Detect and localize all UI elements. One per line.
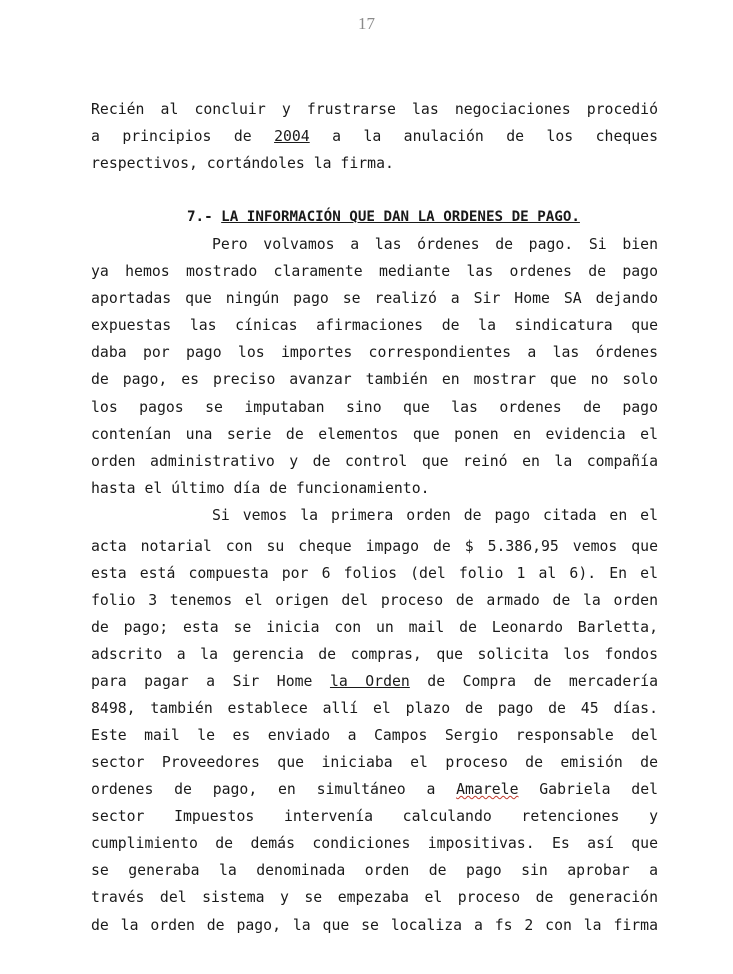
text-line: sector Proveedores que iniciaba el proceso de emisión de <box>91 754 658 771</box>
text-line: Si vemos la primera orden de pago citada en el <box>212 507 658 524</box>
text-line: acta notarial con su cheque impago de $ 5.386,95 vemos que <box>91 538 658 555</box>
text-line: se generaba la denominada orden de pago sin aprobar a <box>91 862 658 879</box>
marked-word: la Orden <box>329 673 410 690</box>
text-line: de pago; esta se inicia con un mail de Leonardo Barletta, <box>91 619 658 636</box>
section-title: LA INFORMACIÓN QUE DAN LA ORDENES DE PAGO. <box>221 209 580 225</box>
text-line: para pagar a Sir Home la Orden de Compra de mercadería <box>91 673 658 690</box>
text-line: contenían una serie de elementos que ponen en evidencia el <box>91 426 658 443</box>
text-line: a principios de 2004 a la anulación de los cheques <box>91 128 658 145</box>
text-line: de pago, es preciso avanzar también en mostrar que no solo <box>91 371 658 388</box>
text-line: de la orden de pago, la que se localiza a fs 2 con la firma <box>91 917 658 934</box>
text-line: 8498, también establece allí el plazo de pago de 45 días. <box>91 700 658 717</box>
text-line: Recién al concluir y frustrarse las negociaciones procedió <box>91 101 658 118</box>
section-heading <box>187 207 580 227</box>
text-line: sector Impuestos intervenía calculando retenciones y <box>91 808 658 825</box>
text-line: través del sistema y se empezaba el proceso de generación <box>91 889 658 906</box>
page-number: 17 <box>358 14 375 33</box>
text-line: ya hemos mostrado claramente mediante las ordenes de pago <box>91 263 658 280</box>
marked-word: 2004 <box>274 128 310 145</box>
text-line: daba por pago los importes correspondientes a las órdenes <box>91 344 658 361</box>
text-line: aportadas que ningún pago se realizó a Sir Home SA dejando <box>91 290 658 307</box>
text-line: hasta el último día de funcionamiento. <box>91 480 430 497</box>
text-line: orden administrativo y de control que reinó en la compañía <box>91 453 658 470</box>
text-line: los pagos se imputaban sino que las ordenes de pago <box>91 399 658 416</box>
text-line: esta está compuesta por 6 folios (del folio 1 al 6). En el <box>91 565 658 582</box>
section-number: 7.- <box>187 209 213 225</box>
marked-word: Amarele <box>456 781 519 798</box>
text-line: Pero volvamos a las órdenes de pago. Si bien <box>212 236 658 253</box>
text-line: Este mail le es enviado a Campos Sergio responsable del <box>91 727 658 744</box>
text-line: ordenes de pago, en simultáneo a Amarele Gabriela del <box>91 781 659 798</box>
text-line: expuestas las cínicas afirmaciones de la sindicatura que <box>91 317 658 334</box>
text-line: adscrito a la gerencia de compras, que solicita los fondos <box>91 646 658 663</box>
text-line: respectivos, cortándoles la firma. <box>91 155 394 172</box>
text-line: cumplimiento de demás condiciones impositivas. Es así que <box>91 835 658 852</box>
text-line: folio 3 tenemos el origen del proceso de armado de la orden <box>91 592 658 609</box>
